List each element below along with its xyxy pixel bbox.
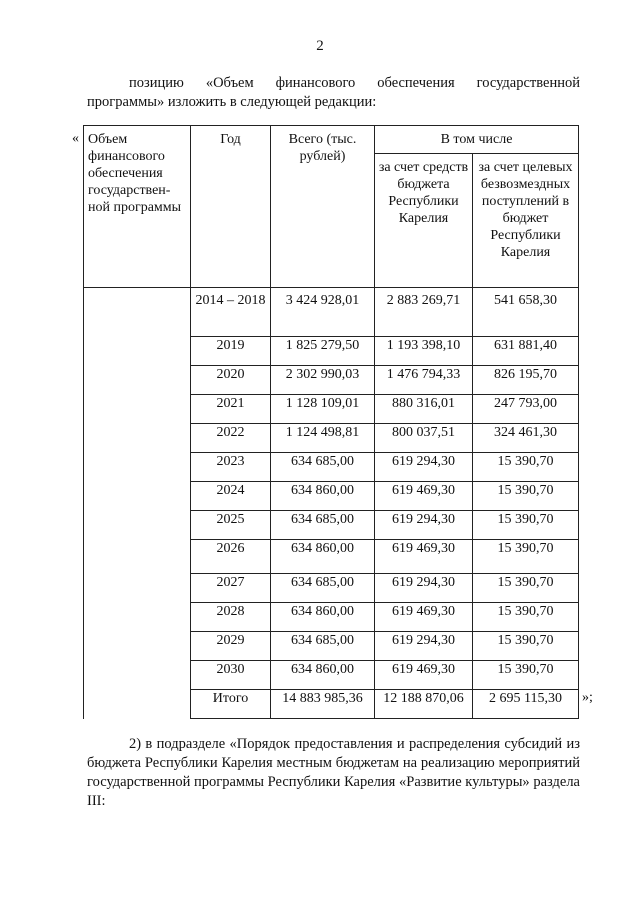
table-row <box>84 482 579 511</box>
cell-budget: 619 294,30 <box>375 511 473 540</box>
cell-budget: 619 469,30 <box>375 482 473 511</box>
cell-targeted: 324 461,30 <box>473 424 579 453</box>
cell-targeted: 826 195,70 <box>473 366 579 395</box>
table-row <box>84 395 579 424</box>
empty-label-cell <box>84 482 191 511</box>
cell-targeted: 15 390,70 <box>473 632 579 661</box>
cell-year: 2027 <box>191 574 271 603</box>
cell-total: 14 883 985,36 <box>271 690 375 719</box>
cell-total: 634 685,00 <box>271 574 375 603</box>
empty-label-cell <box>84 395 191 424</box>
cell-targeted: 2 695 115,30 <box>473 690 579 719</box>
cell-targeted: 15 390,70 <box>473 603 579 632</box>
cell-total: 1 128 109,01 <box>271 395 375 424</box>
cell-total: 634 685,00 <box>271 453 375 482</box>
empty-label-cell <box>84 690 191 719</box>
closing-quote: »; <box>582 690 593 705</box>
cell-total: 634 860,00 <box>271 661 375 690</box>
cell-year: 2020 <box>191 366 271 395</box>
cell-total: 1 124 498,81 <box>271 424 375 453</box>
column-header-year: Год <box>191 126 271 288</box>
cell-targeted: 15 390,70 <box>473 482 579 511</box>
cell-targeted: 15 390,70 <box>473 574 579 603</box>
empty-label-cell <box>84 453 191 482</box>
cell-budget: 619 469,30 <box>375 540 473 574</box>
cell-budget: 619 294,30 <box>375 453 473 482</box>
cell-targeted: 15 390,70 <box>473 540 579 574</box>
empty-label-cell <box>84 511 191 540</box>
intro-paragraph: позицию «Объем финансового обеспечения государственной программы» изложить в следующей редакции: <box>87 75 580 110</box>
empty-label-cell <box>84 288 191 337</box>
cell-total: 634 860,00 <box>271 482 375 511</box>
cell-year: 2026 <box>191 540 271 574</box>
cell-targeted: 541 658,30 <box>473 288 579 337</box>
cell-targeted: 631 881,40 <box>473 337 579 366</box>
cell-targeted: 15 390,70 <box>473 661 579 690</box>
table-row <box>84 288 579 337</box>
cell-year: 2025 <box>191 511 271 540</box>
table-row <box>84 453 579 482</box>
cell-total: 634 685,00 <box>271 511 375 540</box>
column-header-budget: за счет средств бюджета Республики Карелия <box>375 154 473 288</box>
cell-budget: 619 294,30 <box>375 632 473 661</box>
empty-label-cell <box>84 424 191 453</box>
header-row <box>84 126 579 154</box>
financing-table <box>83 125 579 719</box>
cell-year: 2019 <box>191 337 271 366</box>
opening-quote: « <box>72 131 79 146</box>
cell-total: 1 825 279,50 <box>271 337 375 366</box>
table-row <box>84 511 579 540</box>
cell-targeted: 15 390,70 <box>473 511 579 540</box>
column-header-including: В том числе <box>375 126 579 154</box>
cell-targeted: 247 793,00 <box>473 395 579 424</box>
cell-year: 2023 <box>191 453 271 482</box>
empty-label-cell <box>84 632 191 661</box>
table-row <box>84 574 579 603</box>
cell-year: 2021 <box>191 395 271 424</box>
cell-year: 2029 <box>191 632 271 661</box>
row-label-cell: Объем финансового обеспечения государствен-ной программы <box>84 126 191 288</box>
table-row <box>84 366 579 395</box>
empty-label-cell <box>84 574 191 603</box>
cell-year: 2022 <box>191 424 271 453</box>
cell-budget: 1 476 794,33 <box>375 366 473 395</box>
cell-budget: 619 469,30 <box>375 661 473 690</box>
cell-budget: 2 883 269,71 <box>375 288 473 337</box>
empty-label-cell <box>84 540 191 574</box>
cell-budget: 1 193 398,10 <box>375 337 473 366</box>
cell-budget: 619 294,30 <box>375 574 473 603</box>
cell-budget: 619 469,30 <box>375 603 473 632</box>
table-row <box>84 603 579 632</box>
cell-budget: 880 316,01 <box>375 395 473 424</box>
cell-year: 2024 <box>191 482 271 511</box>
cell-budget: 800 037,51 <box>375 424 473 453</box>
table-row <box>84 540 579 574</box>
cell-total: 634 860,00 <box>271 603 375 632</box>
cell-total: 634 685,00 <box>271 632 375 661</box>
table-body <box>84 288 579 719</box>
empty-label-cell <box>84 603 191 632</box>
empty-label-cell <box>84 661 191 690</box>
cell-total: 634 860,00 <box>271 540 375 574</box>
cell-year: 2028 <box>191 603 271 632</box>
table-row <box>84 424 579 453</box>
column-header-targeted: за счет целевых безвозмездных поступлений в бюджет Республики Карелия <box>473 154 579 288</box>
cell-total: 2 302 990,03 <box>271 366 375 395</box>
empty-label-cell <box>84 366 191 395</box>
cell-budget: 12 188 870,06 <box>375 690 473 719</box>
table-row <box>84 337 579 366</box>
cell-targeted: 15 390,70 <box>473 453 579 482</box>
page-number: 2 <box>316 38 324 54</box>
column-header-total: Всего (тыс. рублей) <box>271 126 375 288</box>
table-row <box>84 661 579 690</box>
cell-total: 3 424 928,01 <box>271 288 375 337</box>
table-row <box>84 690 579 719</box>
section-paragraph: 2) в подразделе «Порядок предоставления и распределения субсидий из бюджета Республики Карелия местным бюджетам на реализацию мероприятий государственной программы Республики Карелия «Развитие культуры» раздела III: <box>87 736 580 809</box>
empty-label-cell <box>84 337 191 366</box>
table-row <box>84 632 579 661</box>
cell-year: 2030 <box>191 661 271 690</box>
cell-year: 2014 – 2018 <box>191 288 271 337</box>
cell-year: Итого <box>191 690 271 719</box>
